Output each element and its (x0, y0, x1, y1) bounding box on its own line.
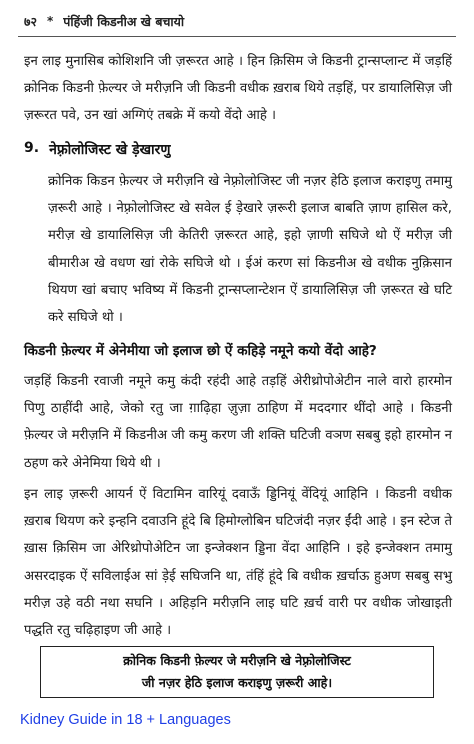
page-header (24, 10, 450, 32)
nephrologist-paragraph: क्रोनिक किडन फ़ेल्यर जे मरीज़नि खे नेफ़्रोलोजिस्ट जी नज़र हेठि इलाज कराइणु तमामु ज़रूरी आहे । नेफ़्रोलोजिस्ट खे सवेल ई ड़ेखारे ज़रूरी इलाज बाबति ज़ाण हासिल करे, मरीज़ खे डायालिसिज़ जी केतिरी ज़रूरत आहे, इहो ज़ाणी सघिजे थो ऐं मरीज़ जी बीमारीअ खे वधण खां रोके सघिजे थो । ईअं करण सां किडनीअ खे वधीक नुक़िसान थियण खां बचाए भविष्य में किडनी ट्रान्सप्लान्टेशन ऐं डायालिसिज़ जी ज़रूरत खे घटि करे सघिजे थो । (48, 174, 452, 326)
section-title: नेफ़्रोलोजिस्ट खे ड़ेखारणु (49, 142, 171, 158)
anemia-question-heading: किडनी फ़ेल्यर में अेनेमीया जो इलाज छो ऐं कहिड़े नमूने कयो वेंदो आहे? (24, 343, 377, 359)
intro-paragraph: इन लाइ मुनासिब कोशिशनि जी ज़रूरत आहे । हिन क़िसिम जे किडनी ट्रान्सप्लान्ट में जड़हिं क्रोनिक किडनी फ़ेल्यर जे मरीज़नि जी किडनी वधीक ख़राब थिये तड़हिं, पर डायालिसिज़ जी ज़रूरत पवे, उन खां अग्गिएं तबक्रे में कयो वेंदो आहे । (24, 54, 452, 124)
iron-treatment-paragraph: इन लाइ ज़रूरी आयर्न ऐं विटामिन वारियूं दवाऊँ ड्डिनियूं वेंदियूं आहिनि । किडनी वधीक ख़राब थियण करे इन्हनि दवाउनि हूंदे बि हिमोग्लोबिन घटिजंदी नज़र ईंदी आहे । इन स्टेज ते ख़ास क़िसिम जा अेरिथ्रोपोअेटिन जा इन्जेक्शन ड्डिना वेंदा आहिनि । इहे इन्जेक्शन तमामु असरदाइक ऐं सविलाईअ सां ड़ेई सघिजनि था, तंहिं हूंदे बि वधीक ख़र्चाऊ हुअण सबबु सभु मरीज़ उहे वठी नथा सघनि । अहिड़नि मरीज़नि लाइ घटि ख़र्च वारी पर वधीक जोखाइती पद्धति रतु चढ़िहाइण जी आहे । (24, 487, 452, 639)
callout-box (40, 646, 434, 698)
section-heading (24, 140, 452, 159)
header-separator: * (47, 14, 54, 28)
callout-line-1: क्रोनिक किडनी फ़ेल्यर जे मरीज़नि खे नेफ़्रोलोजिस्ट (123, 653, 351, 668)
running-title: पंहिंजी किडनीअ खे बचायो (63, 13, 185, 29)
erythropoietin-paragraph: जड़हिं किडनी रवाजी नमूने कमु कंदी रहंदी आहे तड़हिं अेरीथ्रोपोअेटीन नाले वारो हारमोन पिणु ठाहींदी आहे, जेको रतु जा ग़ाढ़िहा ज़ुज़ा ठाहिण में मददगार थींदो आहे । किडनी फ़ेल्यर जे मरीज़नि में किडनीअ जी कमु करण जी शक्ति घटिजी वञण सबबु इहो हारमोन न ठहण करे अेनेमिया थिये थी । (24, 374, 452, 471)
kidney-guide-link[interactable]: Kidney Guide in 18 + Languages (20, 712, 231, 728)
callout-line-2: जी नज़र हेठि इलाज कराइणु ज़रूरी आहे। (141, 675, 333, 690)
section-number: 9. (24, 140, 40, 156)
header-divider (18, 36, 456, 37)
page-number: ७२ (24, 13, 38, 29)
